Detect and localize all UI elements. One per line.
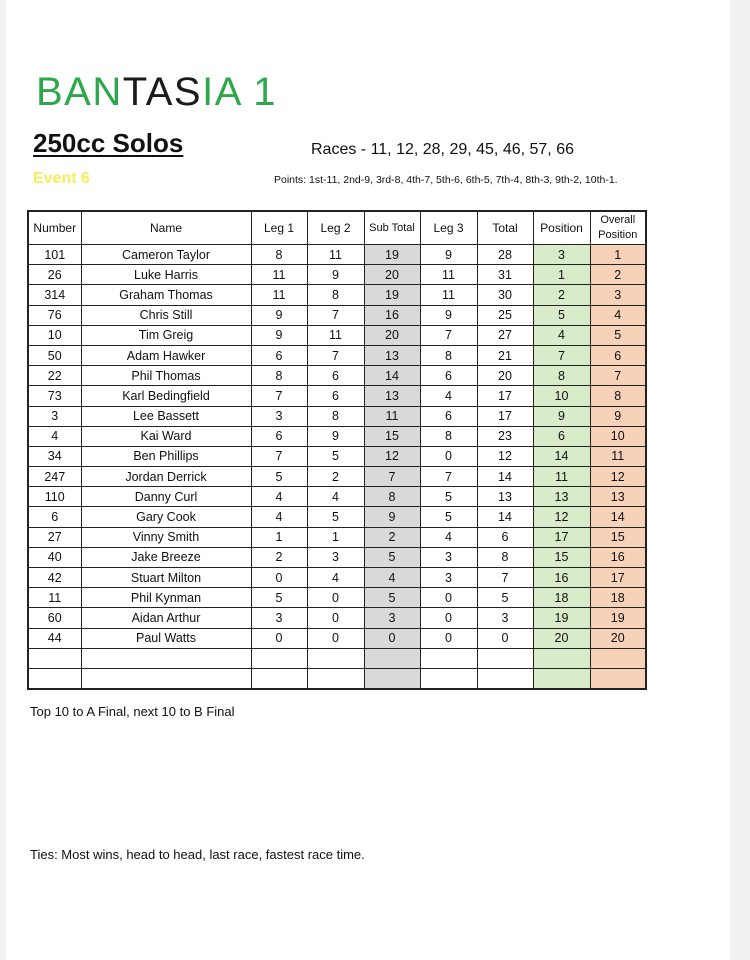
header-position: Position <box>533 211 590 245</box>
cell-subtotal: 8 <box>364 487 420 507</box>
cell-subtotal: 13 <box>364 386 420 406</box>
empty-cell <box>81 668 251 689</box>
table-row <box>28 568 646 588</box>
cell-subtotal: 11 <box>364 406 420 426</box>
cell-total: 20 <box>477 366 533 386</box>
cell-overall-position: 4 <box>590 305 646 325</box>
cell-subtotal: 5 <box>364 547 420 567</box>
cell-name: Gary Cook <box>81 507 251 527</box>
cell-leg2: 11 <box>307 245 364 265</box>
results-body <box>28 245 646 690</box>
cell-overall-position: 13 <box>590 487 646 507</box>
cell-number: 4 <box>28 426 81 446</box>
cell-overall-position: 7 <box>590 366 646 386</box>
cell-name: Luke Harris <box>81 265 251 285</box>
cell-number: 76 <box>28 305 81 325</box>
cell-leg2: 5 <box>307 446 364 466</box>
empty-cell <box>81 648 251 668</box>
cell-leg2: 11 <box>307 325 364 345</box>
cell-total: 12 <box>477 446 533 466</box>
empty-cell <box>307 668 364 689</box>
cell-position: 17 <box>533 527 590 547</box>
cell-leg2: 9 <box>307 426 364 446</box>
cell-number: 26 <box>28 265 81 285</box>
cell-name: Karl Bedingfield <box>81 386 251 406</box>
cell-subtotal: 15 <box>364 426 420 446</box>
cell-leg3: 8 <box>420 426 477 446</box>
table-header-row <box>28 211 646 245</box>
cell-overall-position: 19 <box>590 608 646 628</box>
empty-cell <box>28 648 81 668</box>
cell-leg1: 4 <box>251 487 307 507</box>
cell-overall-position: 8 <box>590 386 646 406</box>
cell-position: 14 <box>533 446 590 466</box>
cell-leg3: 6 <box>420 366 477 386</box>
cell-position: 6 <box>533 426 590 446</box>
empty-cell <box>364 648 420 668</box>
finals-note: Top 10 to A Final, next 10 to B Final <box>30 704 235 719</box>
cell-overall-position: 6 <box>590 345 646 365</box>
cell-leg2: 4 <box>307 568 364 588</box>
cell-leg1: 0 <box>251 568 307 588</box>
cell-name: Jake Breeze <box>81 547 251 567</box>
cell-name: Kai Ward <box>81 426 251 446</box>
cell-leg1: 11 <box>251 265 307 285</box>
cell-leg2: 3 <box>307 547 364 567</box>
cell-number: 247 <box>28 467 81 487</box>
cell-number: 110 <box>28 487 81 507</box>
cell-leg3: 4 <box>420 386 477 406</box>
cell-overall-position: 10 <box>590 426 646 446</box>
cell-leg3: 5 <box>420 487 477 507</box>
table-row <box>28 426 646 446</box>
empty-cell <box>533 648 590 668</box>
header-subtotal: Sub Total <box>364 211 420 245</box>
cell-leg1: 3 <box>251 608 307 628</box>
cell-subtotal: 16 <box>364 305 420 325</box>
table-row <box>28 628 646 648</box>
cell-leg3: 6 <box>420 406 477 426</box>
event-label: Event 6 <box>33 170 90 187</box>
cell-leg2: 1 <box>307 527 364 547</box>
cell-leg2: 0 <box>307 608 364 628</box>
cell-leg3: 3 <box>420 568 477 588</box>
empty-cell <box>364 668 420 689</box>
cell-position: 11 <box>533 467 590 487</box>
header-leg2: Leg 2 <box>307 211 364 245</box>
cell-leg1: 9 <box>251 305 307 325</box>
cell-leg3: 0 <box>420 446 477 466</box>
header-name: Name <box>81 211 251 245</box>
cell-number: 42 <box>28 568 81 588</box>
class-title: 250cc Solos <box>33 128 184 158</box>
cell-subtotal: 3 <box>364 608 420 628</box>
empty-cell <box>420 668 477 689</box>
races-list: Races - 11, 12, 28, 29, 45, 46, 57, 66 <box>311 141 574 158</box>
cell-leg3: 0 <box>420 608 477 628</box>
table-row <box>28 245 646 265</box>
cell-leg3: 5 <box>420 507 477 527</box>
cell-overall-position: 3 <box>590 285 646 305</box>
cell-number: 44 <box>28 628 81 648</box>
cell-total: 21 <box>477 345 533 365</box>
empty-cell <box>477 648 533 668</box>
cell-leg1: 6 <box>251 345 307 365</box>
cell-total: 27 <box>477 325 533 345</box>
cell-name: Danny Curl <box>81 487 251 507</box>
cell-overall-position: 16 <box>590 547 646 567</box>
cell-leg2: 7 <box>307 345 364 365</box>
empty-row <box>28 668 646 689</box>
cell-total: 23 <box>477 426 533 446</box>
cell-subtotal: 2 <box>364 527 420 547</box>
cell-position: 15 <box>533 547 590 567</box>
cell-total: 28 <box>477 245 533 265</box>
cell-number: 6 <box>28 507 81 527</box>
table-row <box>28 588 646 608</box>
cell-name: Aidan Arthur <box>81 608 251 628</box>
table-row <box>28 325 646 345</box>
cell-position: 9 <box>533 406 590 426</box>
cell-overall-position: 14 <box>590 507 646 527</box>
header-number: Number <box>28 211 81 245</box>
cell-leg1: 11 <box>251 285 307 305</box>
cell-name: Cameron Taylor <box>81 245 251 265</box>
cell-overall-position: 17 <box>590 568 646 588</box>
cell-subtotal: 20 <box>364 265 420 285</box>
empty-cell <box>590 648 646 668</box>
cell-position: 2 <box>533 285 590 305</box>
empty-cell <box>251 668 307 689</box>
cell-subtotal: 7 <box>364 467 420 487</box>
cell-leg1: 4 <box>251 507 307 527</box>
cell-leg2: 2 <box>307 467 364 487</box>
cell-leg1: 3 <box>251 406 307 426</box>
table-row <box>28 285 646 305</box>
table-row <box>28 366 646 386</box>
table-row <box>28 305 646 325</box>
cell-leg1: 5 <box>251 588 307 608</box>
results-table <box>27 210 647 690</box>
table-row <box>28 467 646 487</box>
table-row <box>28 406 646 426</box>
cell-leg3: 4 <box>420 527 477 547</box>
cell-leg3: 0 <box>420 628 477 648</box>
cell-number: 27 <box>28 527 81 547</box>
cell-leg1: 2 <box>251 547 307 567</box>
cell-subtotal: 19 <box>364 245 420 265</box>
cell-leg1: 7 <box>251 386 307 406</box>
table-row <box>28 446 646 466</box>
cell-total: 7 <box>477 568 533 588</box>
cell-leg2: 8 <box>307 406 364 426</box>
table-row <box>28 386 646 406</box>
cell-name: Vinny Smith <box>81 527 251 547</box>
cell-leg1: 7 <box>251 446 307 466</box>
header-overall-position: Overall Position <box>590 211 646 245</box>
table-row <box>28 547 646 567</box>
cell-subtotal: 12 <box>364 446 420 466</box>
cell-subtotal: 20 <box>364 325 420 345</box>
ties-note: Ties: Most wins, head to head, last race, fastest race time. <box>30 847 365 862</box>
table-row <box>28 345 646 365</box>
cell-total: 5 <box>477 588 533 608</box>
cell-overall-position: 5 <box>590 325 646 345</box>
cell-position: 13 <box>533 487 590 507</box>
cell-leg3: 7 <box>420 467 477 487</box>
cell-position: 16 <box>533 568 590 588</box>
cell-leg2: 5 <box>307 507 364 527</box>
cell-number: 73 <box>28 386 81 406</box>
cell-overall-position: 9 <box>590 406 646 426</box>
cell-total: 17 <box>477 386 533 406</box>
cell-leg1: 6 <box>251 426 307 446</box>
cell-leg3: 11 <box>420 265 477 285</box>
cell-total: 25 <box>477 305 533 325</box>
cell-leg2: 4 <box>307 487 364 507</box>
cell-overall-position: 1 <box>590 245 646 265</box>
cell-name: Phil Kynman <box>81 588 251 608</box>
empty-cell <box>251 648 307 668</box>
cell-number: 40 <box>28 547 81 567</box>
empty-cell <box>477 668 533 689</box>
empty-cell <box>533 668 590 689</box>
header-leg3: Leg 3 <box>420 211 477 245</box>
cell-name: Phil Thomas <box>81 366 251 386</box>
results-sheet <box>6 0 730 960</box>
cell-position: 7 <box>533 345 590 365</box>
cell-total: 8 <box>477 547 533 567</box>
cell-name: Lee Bassett <box>81 406 251 426</box>
cell-leg3: 9 <box>420 245 477 265</box>
empty-cell <box>420 648 477 668</box>
cell-subtotal: 5 <box>364 588 420 608</box>
cell-number: 314 <box>28 285 81 305</box>
cell-position: 1 <box>533 265 590 285</box>
table-row <box>28 608 646 628</box>
cell-overall-position: 2 <box>590 265 646 285</box>
cell-number: 60 <box>28 608 81 628</box>
cell-leg1: 8 <box>251 245 307 265</box>
cell-total: 0 <box>477 628 533 648</box>
cell-total: 31 <box>477 265 533 285</box>
empty-cell <box>590 668 646 689</box>
cell-leg3: 9 <box>420 305 477 325</box>
cell-position: 20 <box>533 628 590 648</box>
cell-position: 8 <box>533 366 590 386</box>
cell-leg1: 5 <box>251 467 307 487</box>
cell-name: Paul Watts <box>81 628 251 648</box>
brand-logo-title: BANTASIA 1 <box>36 70 278 114</box>
cell-number: 10 <box>28 325 81 345</box>
cell-total: 6 <box>477 527 533 547</box>
points-scale: Points: 1st-11, 2nd-9, 3rd-8, 4th-7, 5th-6, 6th-5, 7th-4, 8th-3, 9th-2, 10th-1. <box>274 174 618 186</box>
cell-leg3: 0 <box>420 588 477 608</box>
cell-total: 17 <box>477 406 533 426</box>
cell-position: 3 <box>533 245 590 265</box>
cell-leg2: 7 <box>307 305 364 325</box>
cell-overall-position: 15 <box>590 527 646 547</box>
cell-subtotal: 9 <box>364 507 420 527</box>
cell-name: Adam Hawker <box>81 345 251 365</box>
cell-leg1: 9 <box>251 325 307 345</box>
cell-leg3: 11 <box>420 285 477 305</box>
header-leg1: Leg 1 <box>251 211 307 245</box>
cell-total: 3 <box>477 608 533 628</box>
cell-total: 30 <box>477 285 533 305</box>
cell-position: 4 <box>533 325 590 345</box>
cell-leg2: 6 <box>307 366 364 386</box>
cell-subtotal: 4 <box>364 568 420 588</box>
table-row <box>28 487 646 507</box>
empty-cell <box>307 648 364 668</box>
cell-leg1: 8 <box>251 366 307 386</box>
cell-position: 18 <box>533 588 590 608</box>
cell-subtotal: 19 <box>364 285 420 305</box>
cell-leg1: 1 <box>251 527 307 547</box>
cell-subtotal: 14 <box>364 366 420 386</box>
cell-name: Stuart Milton <box>81 568 251 588</box>
cell-position: 12 <box>533 507 590 527</box>
cell-overall-position: 11 <box>590 446 646 466</box>
cell-leg3: 8 <box>420 345 477 365</box>
cell-overall-position: 12 <box>590 467 646 487</box>
cell-overall-position: 18 <box>590 588 646 608</box>
cell-name: Ben Phillips <box>81 446 251 466</box>
cell-number: 22 <box>28 366 81 386</box>
cell-subtotal: 13 <box>364 345 420 365</box>
empty-cell <box>28 668 81 689</box>
cell-number: 3 <box>28 406 81 426</box>
cell-name: Jordan Derrick <box>81 467 251 487</box>
table-row <box>28 527 646 547</box>
cell-leg1: 0 <box>251 628 307 648</box>
cell-name: Tim Greig <box>81 325 251 345</box>
cell-leg2: 6 <box>307 386 364 406</box>
cell-name: Chris Still <box>81 305 251 325</box>
cell-total: 14 <box>477 507 533 527</box>
table-row <box>28 265 646 285</box>
cell-position: 19 <box>533 608 590 628</box>
cell-leg2: 8 <box>307 285 364 305</box>
cell-subtotal: 0 <box>364 628 420 648</box>
cell-leg2: 0 <box>307 588 364 608</box>
cell-number: 101 <box>28 245 81 265</box>
cell-total: 13 <box>477 487 533 507</box>
cell-leg2: 9 <box>307 265 364 285</box>
table-row <box>28 507 646 527</box>
cell-position: 5 <box>533 305 590 325</box>
cell-leg3: 7 <box>420 325 477 345</box>
header-total: Total <box>477 211 533 245</box>
cell-leg2: 0 <box>307 628 364 648</box>
cell-number: 34 <box>28 446 81 466</box>
cell-number: 50 <box>28 345 81 365</box>
cell-leg3: 3 <box>420 547 477 567</box>
cell-overall-position: 20 <box>590 628 646 648</box>
cell-total: 14 <box>477 467 533 487</box>
cell-name: Graham Thomas <box>81 285 251 305</box>
empty-row <box>28 648 646 668</box>
cell-position: 10 <box>533 386 590 406</box>
cell-number: 11 <box>28 588 81 608</box>
